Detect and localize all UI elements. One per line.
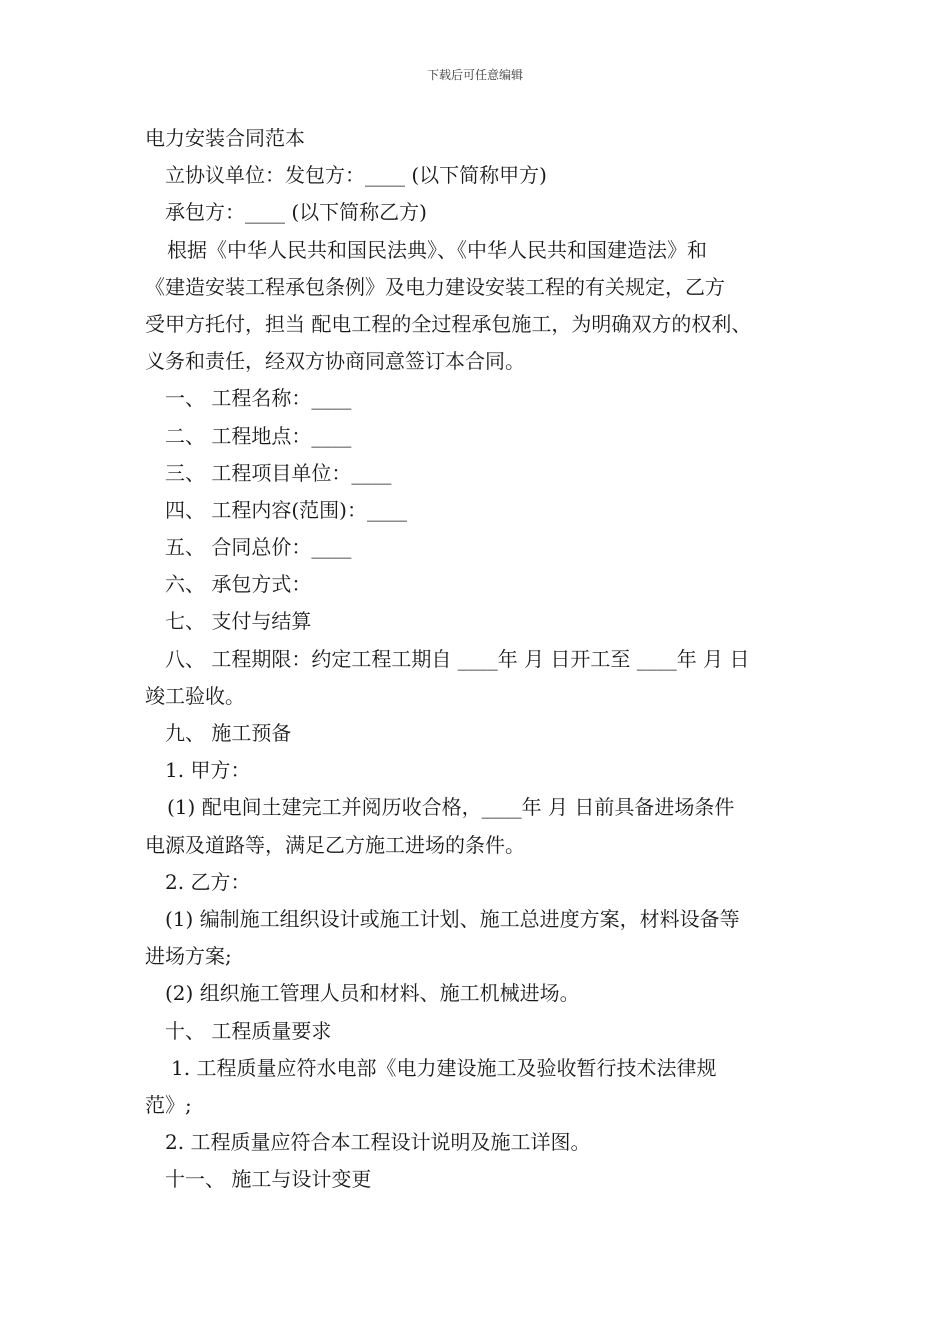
text-line: 八、 工程期限：约定工程工期自 ____年 月 日开工至 ____年 月 日 <box>165 646 750 671</box>
document-title: 电力安装合同范本 <box>145 126 305 150</box>
text-line: (1) 编制施工组织设计或施工计划、施工总进度方案，材料设备等 <box>165 906 740 931</box>
text-line: (2) 组织施工管理人员和材料、施工机械进场。 <box>165 981 580 1006</box>
text-line: 九、 施工预备 <box>165 721 292 745</box>
text-line: 十、 工程质量要求 <box>165 1018 332 1043</box>
document-body <box>145 120 810 1198</box>
text-line: 竣工验收。 <box>145 683 245 708</box>
text-line: 范》; <box>145 1092 192 1117</box>
text-line: 《建造安装工程承包条例》及电力建设安装工程的有关规定，乙方 <box>145 274 725 299</box>
text-line: 义务和责任，经双方协商同意签订本合同。 <box>145 349 525 374</box>
text-line: 1. 甲方： <box>165 758 251 783</box>
text-line: 一、 工程名称：____ <box>165 386 352 411</box>
text-line: 受甲方托付，担当 配电工程的全过程承包施工，为明确双方的权利、 <box>145 311 752 336</box>
text-line: 二、 工程地点：____ <box>165 423 352 448</box>
text-line: (1) 配电间土建完工并阅历收合格，____年 月 日前具备进场条件 <box>167 795 735 820</box>
text-line: 2. 工程质量应符合本工程设计说明及施工详图。 <box>165 1130 591 1155</box>
text-line: 进场方案; <box>145 944 232 969</box>
text-line: 根据《中华人民共和国民法典》、《中华人民共和国建造法》和 <box>167 237 707 262</box>
text-line: 电源及道路等，满足乙方施工进场的条件。 <box>145 832 525 857</box>
text-line: 四、 工程内容(范围)：____ <box>165 497 407 522</box>
text-line: 三、 工程项目单位：____ <box>165 460 392 485</box>
text-line: 承包方：____ (以下简称乙方) <box>165 200 427 225</box>
text-line: 七、 支付与结算 <box>165 609 312 634</box>
page-header-note: 下载后可任意编辑 <box>426 68 523 82</box>
text-line: 六、 承包方式： <box>165 572 312 597</box>
text-line: 1. 工程质量应符水电部《电力建设施工及验收暂行技术法律规 <box>171 1055 717 1080</box>
text-line: 五、 合同总价：____ <box>165 535 352 560</box>
text-line: 十一、 施工与设计变更 <box>165 1167 372 1192</box>
text-line: 立协议单位：发包方：____ (以下简称甲方) <box>165 163 547 188</box>
text-line: 2. 乙方： <box>165 869 251 894</box>
